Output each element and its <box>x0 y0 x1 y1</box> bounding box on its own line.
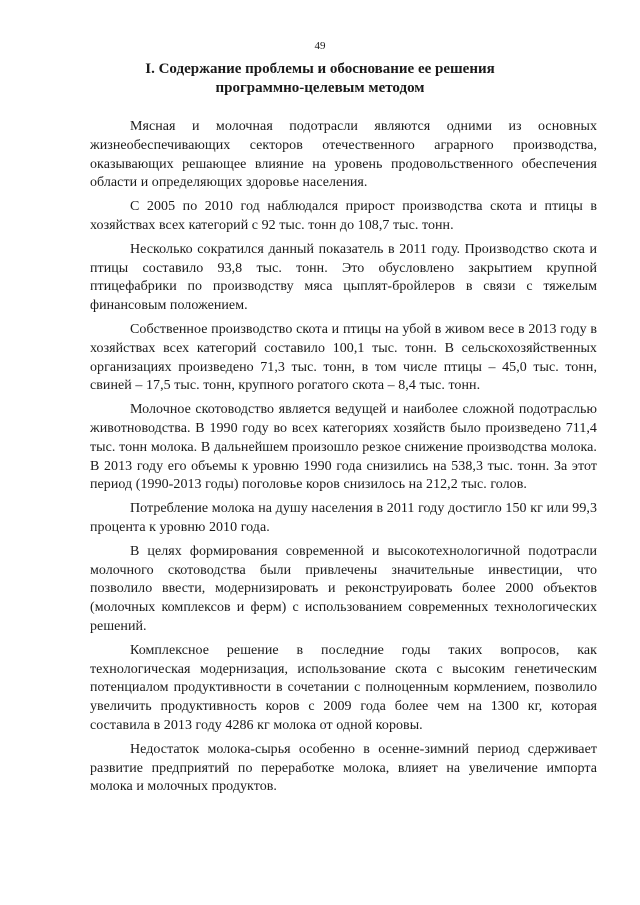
paragraph: Комплексное решение в последние годы таких вопросов, как технологическая модернизация, использование скота с высоким генетическим потенциалом продуктивности в сочетании с полноценным кормлением, позволило увеличить продуктивность коров с 2009 года более чем на 1300 кг, которая составила в 2013 году 4286 кг молока от одной коровы. <box>90 642 597 733</box>
section-title-line-2: программно-целевым методом <box>215 80 425 96</box>
section-title <box>60 60 580 98</box>
paragraph: Молочное скотоводство является ведущей и наиболее сложной подотраслью животноводства. В 1990 году во всех категориях хозяйств было произведено 711,4 тыс. тонн молока. В дальнейшем произошло резкое снижение производства молока. В 2013 году его объемы к уровню 1990 года снизились на 538,3 тыс. тонн. За этот период (1990-2013 годы) поголовье коров снизилось на 212,2 тыс. голов. <box>90 402 597 493</box>
paragraph: Несколько сократился данный показатель в 2011 году. Производство скота и птицы составило 93,8 тыс. тонн. Это обусловлено закрытием крупной птицефабрики по производству мяса цыплят-бройлеров в связи с тяжелым финансовым положением. <box>90 241 597 314</box>
paragraph: Собственное производство скота и птицы на убой в живом весе в 2013 году в хозяйствах всех категорий составило 100,1 тыс. тонн. В сельскохозяйственных организациях произведено 71,3 тыс. тонн, в том числе птицы – 45,0 тыс. тонн, свиней – 17,5 тыс. тонн, крупного рогатого скота – 8,4 тыс. тонн. <box>90 321 597 394</box>
body-text <box>90 118 597 802</box>
paragraph: Мясная и молочная подотрасли являются одними из основных жизнеобеспечивающих секторов отечественного аграрного производства, оказывающих решающее влияние на уровень продовольственного обеспечения области и определяющих здоровье населения. <box>90 119 597 191</box>
section-title-line-1: I. Содержание проблемы и обоснование ее решения <box>145 61 495 77</box>
paragraph: Недостаток молока-сырья особенно в осенне-зимний период сдерживает развитие предприятий по переработке молока, влияет на увеличение импорта молока и молочных продуктов. <box>90 741 597 795</box>
paragraph: Потребление молока на душу населения в 2011 году достигло 150 кг или 99,3 процента к уровню 2010 года. <box>90 501 597 535</box>
paragraph: В целях формирования современной и высокотехнологичной подотрасли молочного скотоводства были привлечены значительные инвестиции, что позволило ввести, модернизировать и реконструировать более 2000 объектов (молочных комплексов и ферм) с использованием современных технологических решений. <box>90 543 597 634</box>
page-number: 49 <box>314 40 326 52</box>
paragraph: С 2005 по 2010 год наблюдался прирост производства скота и птицы в хозяйствах всех категорий с 92 тыс. тонн до 108,7 тыс. тонн. <box>90 199 597 233</box>
